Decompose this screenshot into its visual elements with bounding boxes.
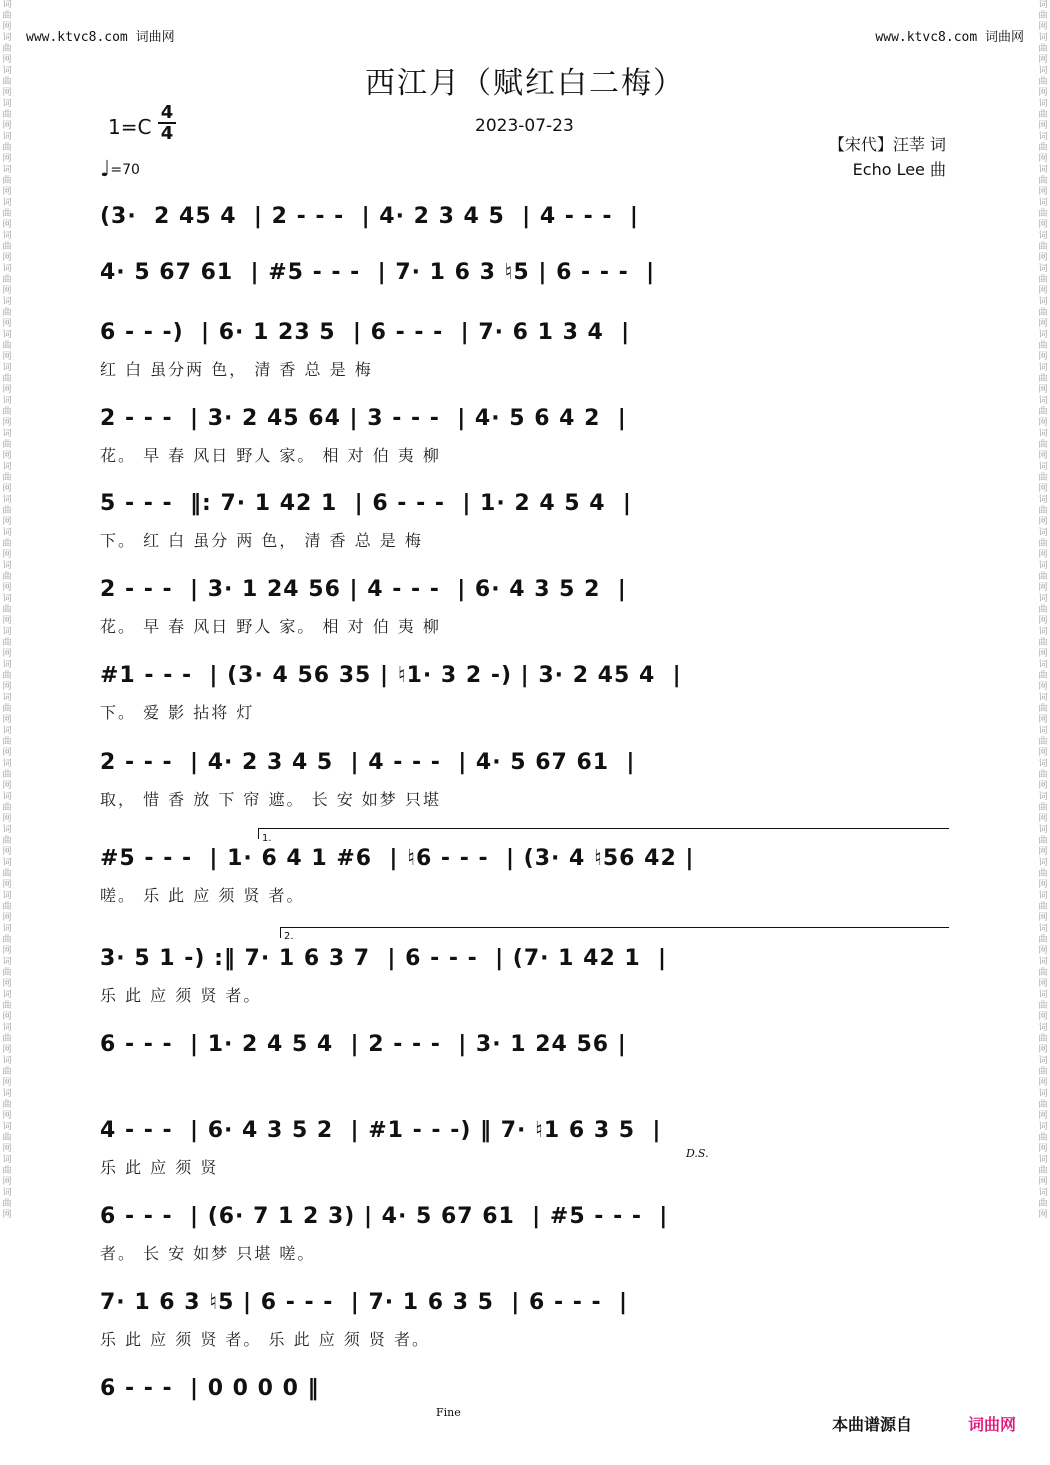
score-row <box>100 1290 952 1349</box>
score-row <box>100 663 952 722</box>
row-notes: #1 - - - | (3· 4 56 35 | ♮1· 3 2 -) | 3· 2 45 4 | <box>100 663 682 688</box>
row-notes: 4· 5 67 61 | #5 - - - | 7· 1 6 3 ♮5 | 6 - - - | <box>100 260 656 285</box>
row-lyrics: 者。 长 安 如梦 只堪 嗟。 <box>100 1244 316 1263</box>
score-row <box>100 846 952 905</box>
composer: Echo Lee 曲 <box>852 160 946 179</box>
score-row <box>100 320 952 379</box>
ds-mark: D.S. <box>686 1147 709 1160</box>
row-notes: (3· 2 45 4 | 2 - - - | 4· 2 3 4 5 | 4 - - - | <box>100 204 639 229</box>
time-bottom: 4 <box>160 123 174 144</box>
watermark-right-strip: 词曲网词曲网词曲网词曲网词曲网词曲网词曲网词曲网词曲网词曲网词曲网词曲网词曲网词曲网词曲网词曲网词曲网词曲网词曲网词曲网词曲网词曲网词曲网词曲网词曲网词曲网词曲网词曲网词曲网词曲网词曲网词曲网词曲网词曲网词曲网词曲网词曲网 <box>1038 0 1048 1220</box>
song-title: 西江月（赋红白二梅） <box>365 66 685 101</box>
row-notes: 3· 5 1 -) :‖ 7· 1 6 3 7 | 6 - - - | (7· 1 42 1 | <box>100 946 668 971</box>
score-row <box>100 204 952 248</box>
score-row <box>100 1204 952 1263</box>
volta-1-bracket <box>258 828 949 839</box>
score-row <box>100 1376 952 1420</box>
source-label: 本曲谱源自 <box>831 1415 912 1434</box>
row-lyrics: 乐 此 应 须 贤 者。 <box>100 986 262 1005</box>
score-row <box>100 491 952 550</box>
watermark-left-strip: 词曲网词曲网词曲网词曲网词曲网词曲网词曲网词曲网词曲网词曲网词曲网词曲网词曲网词曲网词曲网词曲网词曲网词曲网词曲网词曲网词曲网词曲网词曲网词曲网词曲网词曲网词曲网词曲网词曲网词曲网词曲网词曲网词曲网词曲网词曲网词曲网词曲网 <box>2 0 12 1220</box>
row-lyrics: 嗟。 乐 此 应 须 贤 者。 <box>100 886 305 905</box>
time-top: 4 <box>160 102 174 123</box>
row-notes: 7· 1 6 3 ♮5 | 6 - - - | 7· 1 6 3 5 | 6 - - - | <box>100 1290 629 1315</box>
row-notes: 6 - - - | 0 0 0 0 ‖ <box>100 1376 320 1401</box>
site-watermark-right: www.ktvc8.com 词曲网 <box>875 30 1024 45</box>
row-lyrics: 下。 红 白 虽分 两 色， 清 香 总 是 梅 <box>100 531 423 550</box>
score-row <box>100 1032 952 1076</box>
key-signature: 1=C <box>108 115 152 139</box>
score-row <box>100 1118 952 1177</box>
row-notes: 6 - - -) | 6· 1 23 5 | 6 - - - | 7· 6 1 3 4 | <box>100 320 631 345</box>
volta-1: 1. <box>262 833 272 844</box>
row-lyrics: 乐 此 应 须 贤 者。 乐 此 应 须 贤 者。 <box>100 1330 430 1349</box>
time-signature <box>158 103 176 143</box>
score-row <box>100 750 952 809</box>
score-row <box>100 260 952 304</box>
row-notes: 5 - - - ‖: 7· 1 42 1 | 6 - - - | 1· 2 4 5 4 | <box>100 491 632 516</box>
tempo-value: =70 <box>110 162 140 178</box>
brand-link[interactable]: 词曲网 <box>967 1415 1016 1434</box>
row-lyrics: 红 白 虽分两 色， 清 香 总 是 梅 <box>100 360 373 379</box>
row-notes: #5 - - - | 1· 6 4 1 #6 | ♮6 - - - | (3· 4 ♮56 42 | <box>100 846 695 871</box>
site-watermark-left: www.ktvc8.com 词曲网 <box>26 30 175 45</box>
row-notes: 2 - - - | 4· 2 3 4 5 | 4 - - - | 4· 5 67 61 | <box>100 750 636 775</box>
volta-2: 2. <box>284 931 294 942</box>
row-lyrics: 乐 此 应 须 贤 <box>100 1158 219 1177</box>
row-lyrics: 取， 惜 香 放 下 帘 遮。 长 安 如梦 只堪 <box>100 790 441 809</box>
date: 2023-07-23 <box>475 116 574 136</box>
row-notes: 4 - - - | 6· 4 3 5 2 | #1 - - -) ‖ 7· ♮1 6 3 5 | <box>100 1118 662 1143</box>
row-lyrics: 花。 早 春 风日 野人 家。 相 对 伯 夷 柳 <box>100 446 441 465</box>
tempo <box>100 157 140 182</box>
fine-mark: Fine <box>436 1406 461 1419</box>
volta-2-bracket <box>280 927 949 938</box>
score-row <box>100 406 952 465</box>
quarter-note-icon: ♩ <box>100 157 111 182</box>
lyricist: 【宋代】汪莘 词 <box>828 135 946 154</box>
score-row <box>100 577 952 636</box>
row-notes: 2 - - - | 3· 1 24 56 | 4 - - - | 6· 4 3 5 2 | <box>100 577 627 602</box>
row-lyrics: 花。 早 春 风日 野人 家。 相 对 伯 夷 柳 <box>100 617 441 636</box>
row-notes: 2 - - - | 3· 2 45 64 | 3 - - - | 4· 5 6 4 2 | <box>100 406 627 431</box>
row-notes: 6 - - - | (6· 7 1 2 3) | 4· 5 67 61 | #5 - - - | <box>100 1204 669 1229</box>
score-row <box>100 946 952 1005</box>
row-lyrics: 下。 爱 影 拈将 灯 <box>100 703 255 722</box>
row-notes: 6 - - - | 1· 2 4 5 4 | 2 - - - | 3· 1 24 56 | <box>100 1032 627 1057</box>
